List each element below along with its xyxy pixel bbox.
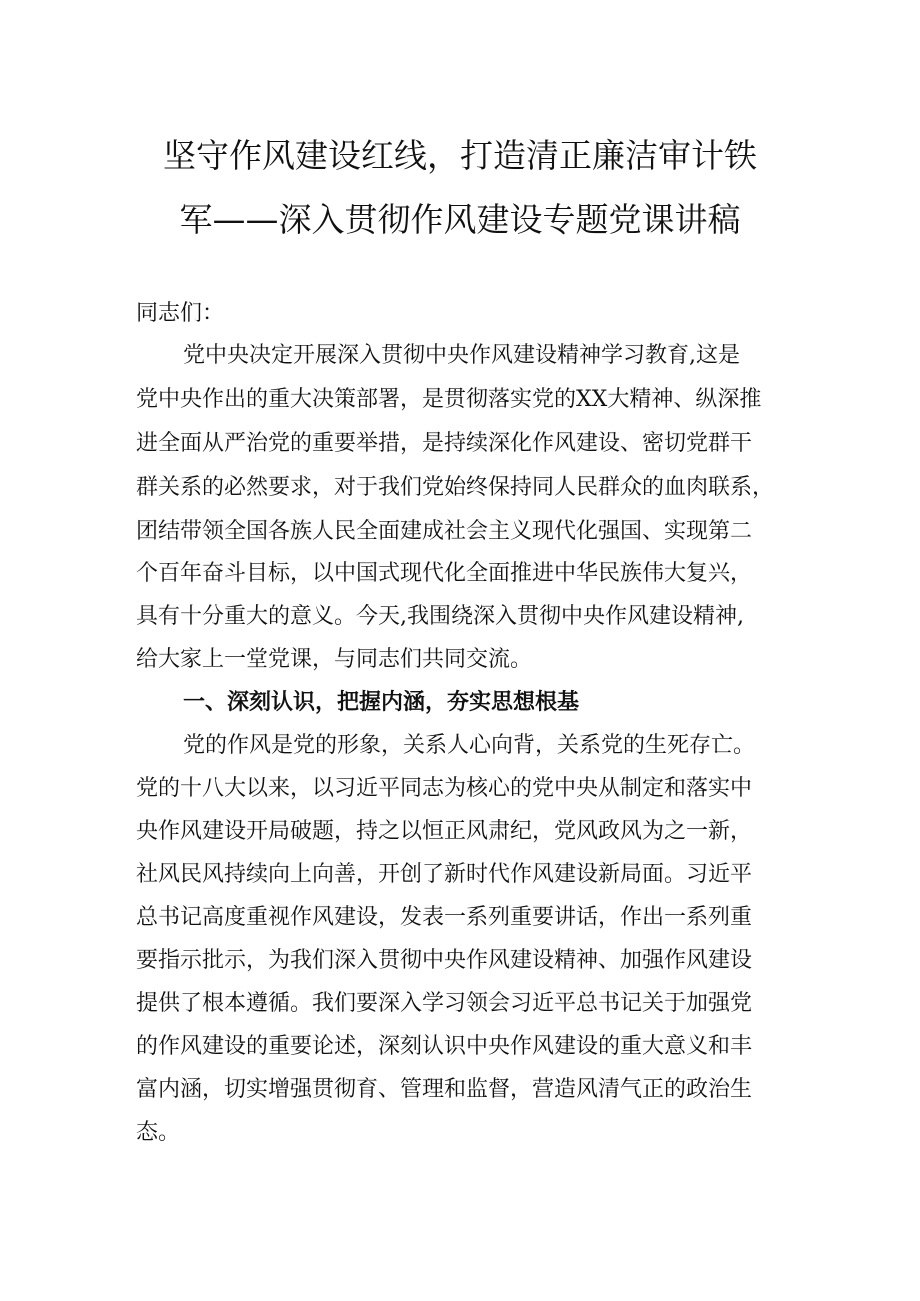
document-title-line-2: 军——深入贯彻作风建设专题党课讲稿 xyxy=(179,200,741,239)
document-title-line-1: 坚守作风建设红线，打造清正廉洁审计铁 xyxy=(163,136,757,175)
salutation: 同志们： xyxy=(136,301,225,326)
paragraph-2-line: 提供了根本遵循。我们要深入学习领会习近平总书记关于加强党 xyxy=(136,991,753,1016)
paragraph-2-line: 央作风建设开局破题，持之以恒正风肃纪，党风政风为之一新， xyxy=(136,819,753,844)
section-heading: 一、深刻认识，把握内涵，夯实思想根基 xyxy=(183,690,580,715)
paragraph-2-line: 党的十八大以来，以习近平同志为核心的党中央从制定和落实中 xyxy=(136,776,753,801)
paragraph-1-line: 具有十分重大的意义。今天,我围绕深入贯彻中央作风建设精神, xyxy=(136,604,744,629)
paragraph-2-line: 社风民风持续向上向善，开创了新时代作风建设新局面。习近平 xyxy=(136,862,753,887)
paragraph-1-line: 群关系的必然要求，对于我们党始终保持同人民群众的血肉联系， xyxy=(136,475,775,500)
paragraph-2-line: 的作风建设的重要论述，深刻认识中央作风建设的重大意义和丰 xyxy=(136,1034,753,1059)
paragraph-2-line: 要指示批示，为我们深入贯彻中央作风建设精神、加强作风建设 xyxy=(136,948,753,973)
paragraph-2-line: 态。 xyxy=(136,1120,181,1145)
paragraph-2-line: 富内涵，切实增强贯彻育、管理和监督，营造风清气正的政治生 xyxy=(136,1077,753,1102)
paragraph-1-line: 党中央决定开展深入贯彻中央作风建设精神学习教育,这是 xyxy=(183,343,740,368)
paragraph-1-line: 党中央作出的重大决策部署，是贯彻落实党的XX大精神、纵深推 xyxy=(136,387,762,412)
paragraph-2-line: 党的作风是党的形象，关系人心向背，关系党的生死存亡。 xyxy=(183,733,756,758)
paragraph-1-line: 团结带领全国各族人民全面建成社会主义现代化强国、实现第二 xyxy=(136,519,753,544)
paragraph-2-line: 总书记高度重视作风建设，发表一系列重要讲话，作出一系列重 xyxy=(136,905,753,930)
paragraph-1-line: 进全面从严治党的重要举措，是持续深化作风建设、密切党群干 xyxy=(136,431,753,456)
paragraph-1-line: 个百年奋斗目标，以中国式现代化全面推进中华民族伟大复兴， xyxy=(136,561,753,586)
paragraph-1-line: 给大家上一堂党课，与同志们共同交流。 xyxy=(136,647,533,672)
